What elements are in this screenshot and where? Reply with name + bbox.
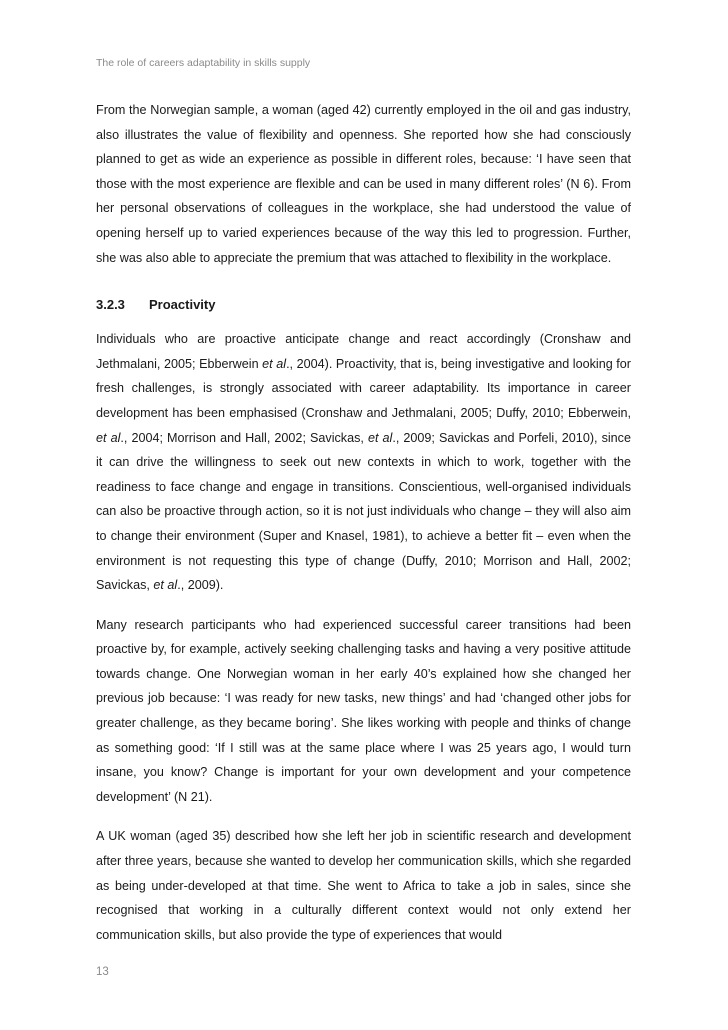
text-run: Individuals who are proactive anticipate change and react accordingly (Cronshaw and Jethmalani, 2005; Ebberwein bbox=[96, 332, 631, 371]
text-run: ., 2009; Savickas and Porfeli, 2010), since it can drive the willingness to seek out new contexts in which to work, together with the readiness to face change and engage in transitions. Conscientious, well-organised individuals can also be proactive through action, so it is not just individuals who change – they will also aim to change their environment (Super and Knasel, 1981), to achieve a better fit – even when the environment is not requesting this type of change (Duffy, 2010; Morrison and Hall, 2002; Savickas, bbox=[96, 430, 631, 593]
paragraph-uk-woman: A UK woman (aged 35) described how she left her job in scientific research and development after three years, because she wanted to develop her communication skills, which she regarded as being under-developed at that time. She went to Africa to take a job in sales, since she recognised that working in a culturally different context would not only extend her communication skills, but also provide the type of experiences that would bbox=[96, 829, 631, 942]
italic-run: et al bbox=[96, 430, 121, 445]
body-content bbox=[96, 98, 631, 947]
section-number: 3.2.3 bbox=[96, 297, 125, 313]
section-heading bbox=[96, 293, 631, 317]
italic-run: et al bbox=[262, 356, 287, 371]
text-run: ., 2009). bbox=[177, 578, 224, 593]
paragraph-proactivity-definition bbox=[96, 327, 631, 598]
paragraph-research-participants: Many research participants who had experienced successful career transitions had been proactive by, for example, actively seeking challenging tasks and having a very positive attitude towards change. One Norwegian woman in her early 40’s explained how she changed her previous job because: ‘I was ready for new tasks, new things’ and had ‘changed other jobs for greater challenge, as they became boring’. She likes working with people and thinks of change as something good: ‘If I still was at the same place where I was 25 years ago, I would turn insane, you know? Change is important for your own development and your competence development’ (N 21). bbox=[96, 617, 631, 804]
section-title: Proactivity bbox=[149, 297, 216, 313]
page-number: 13 bbox=[96, 966, 109, 978]
italic-run: et al bbox=[367, 430, 393, 445]
paragraph-norwegian-oil-gas: From the Norwegian sample, a woman (aged 42) currently employed in the oil and gas industry, also illustrates the value of flexibility and openness. She reported how she had consciously planned to get as wide an experience as possible in different roles, because: ‘I have seen that those with the most experience are flexible and can be used in many different roles’ (N 6). From her personal observations of colleagues in the workplace, she had understood the value of opening herself up to varied experiences because of the way this led to progression. Further, she was also able to appreciate the premium that was attached to flexibility in the workplace. bbox=[96, 103, 631, 265]
italic-run: et al bbox=[153, 578, 178, 593]
text-run: ., 2004). Proactivity, that is, being investigative and looking for fresh challenges, is strongly associated with career adaptability. Its importance in career development has been emphasised (Cronshaw and Jethmalani, 2005; Duffy, 2010; Ebberwein, bbox=[96, 356, 631, 420]
text-run: ., 2004; Morrison and Hall, 2002; Savickas, bbox=[120, 430, 368, 445]
running-header: The role of careers adaptability in skills supply bbox=[96, 57, 311, 69]
